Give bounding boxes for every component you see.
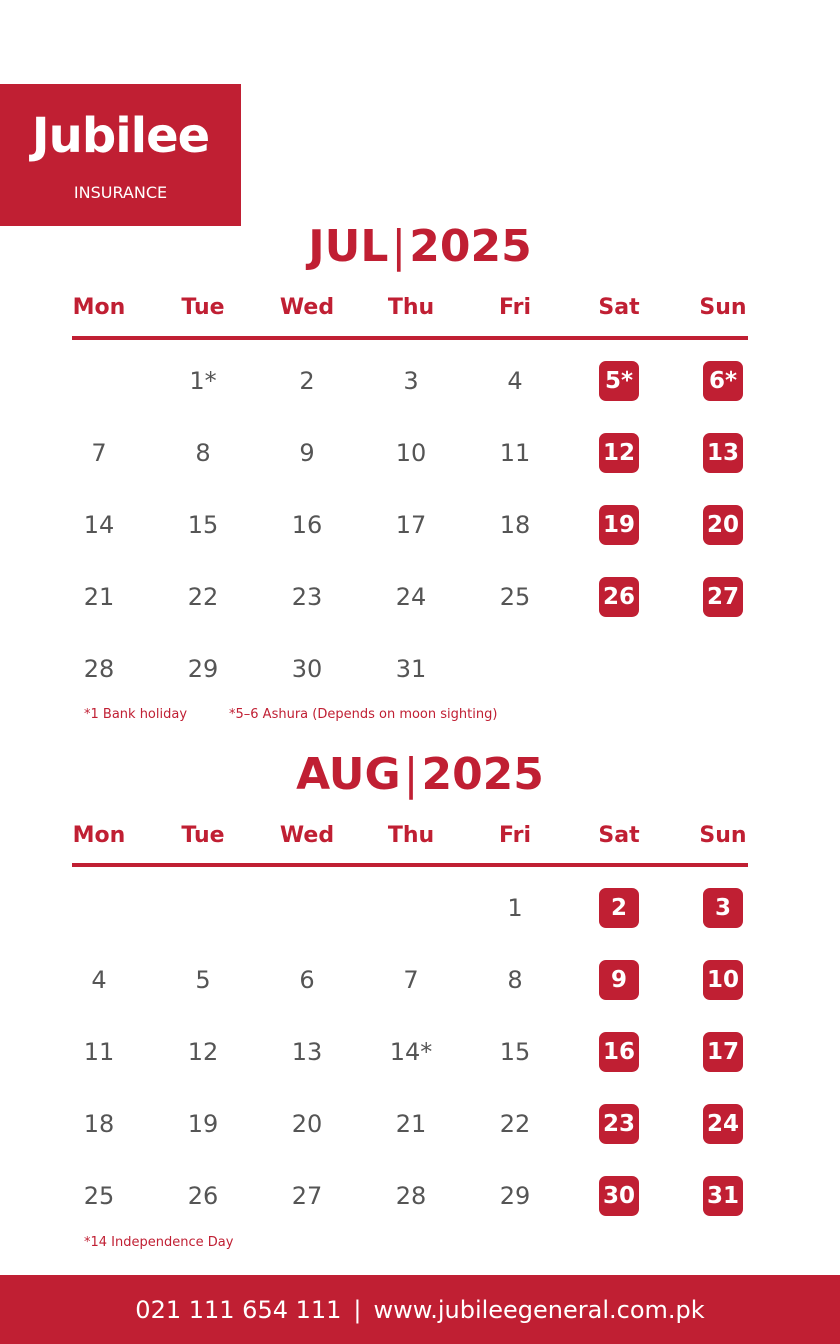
day-number: 3 bbox=[403, 367, 419, 395]
day-cell bbox=[255, 944, 359, 1016]
weekday-tue: Tue bbox=[181, 295, 225, 320]
footnote-independence-day: *14 Independence Day bbox=[84, 1235, 234, 1250]
day-cell bbox=[255, 1016, 359, 1088]
weekday-sat: Sat bbox=[598, 295, 640, 320]
day-number: 21 bbox=[83, 583, 115, 611]
day-cell bbox=[671, 1160, 775, 1232]
footer-separator: | bbox=[353, 1295, 362, 1324]
day-cell bbox=[463, 345, 567, 417]
header-divider bbox=[72, 336, 748, 340]
day-number: 8 bbox=[195, 439, 211, 467]
day-cell bbox=[255, 633, 359, 705]
day-cell bbox=[359, 561, 463, 633]
weekend-day: 16 bbox=[599, 1032, 639, 1072]
day-cell bbox=[359, 489, 463, 561]
day-number: 28 bbox=[83, 655, 115, 683]
day-number: 22 bbox=[499, 1110, 531, 1138]
day-cell bbox=[463, 1160, 567, 1232]
day-cell bbox=[463, 489, 567, 561]
day-cell bbox=[567, 345, 671, 417]
weekday-sun: Sun bbox=[699, 295, 747, 320]
day-cell bbox=[671, 561, 775, 633]
day-cell bbox=[359, 345, 463, 417]
weekday-sat: Sat bbox=[598, 823, 640, 848]
weekend-day: 27 bbox=[703, 577, 743, 617]
day-cell bbox=[671, 872, 775, 944]
weekday-fri: Fri bbox=[498, 295, 531, 320]
weekend-day: 10 bbox=[703, 960, 743, 1000]
day-cell bbox=[567, 1088, 671, 1160]
weekend-day: 19 bbox=[599, 505, 639, 545]
day-cell bbox=[463, 872, 567, 944]
day-number: 25 bbox=[499, 583, 531, 611]
day-grid-jul bbox=[47, 345, 776, 705]
footer-website[interactable]: www.jubileegeneral.com.pk bbox=[373, 1295, 705, 1324]
footnote-ashura: *5–6 Ashura (Depends on moon sighting) bbox=[229, 707, 498, 722]
day-number: 16 bbox=[291, 511, 323, 539]
day-cell bbox=[567, 872, 671, 944]
day-cell bbox=[567, 489, 671, 561]
day-cell bbox=[463, 633, 567, 705]
weekday-header-jul bbox=[47, 290, 776, 326]
day-cell bbox=[463, 1016, 567, 1088]
day-number: 11 bbox=[499, 439, 531, 467]
brand-subtitle: INSURANCE bbox=[73, 183, 168, 202]
day-grid-aug bbox=[47, 872, 776, 1232]
day-number: 22 bbox=[187, 583, 219, 611]
day-cell bbox=[567, 561, 671, 633]
weekday-mon: Mon bbox=[72, 823, 126, 848]
day-cell bbox=[47, 872, 151, 944]
day-number: 29 bbox=[187, 655, 219, 683]
weekend-day: 6* bbox=[703, 361, 743, 401]
day-cell bbox=[567, 633, 671, 705]
day-cell bbox=[463, 1088, 567, 1160]
month-year: 2025 bbox=[409, 221, 532, 272]
weekday-thu: Thu bbox=[387, 823, 435, 848]
day-number: 23 bbox=[291, 583, 323, 611]
day-cell bbox=[463, 417, 567, 489]
day-cell bbox=[255, 561, 359, 633]
day-cell bbox=[47, 1088, 151, 1160]
day-cell bbox=[671, 944, 775, 1016]
day-cell bbox=[151, 872, 255, 944]
day-number: 31 bbox=[395, 655, 427, 683]
weekend-day: 9 bbox=[599, 960, 639, 1000]
day-cell bbox=[567, 944, 671, 1016]
day-number: 8 bbox=[507, 966, 523, 994]
day-number: 1* bbox=[189, 367, 217, 395]
day-number: 4 bbox=[507, 367, 523, 395]
title-separator: | bbox=[403, 749, 419, 800]
day-number: 11 bbox=[83, 1038, 115, 1066]
title-separator: | bbox=[391, 221, 407, 272]
day-cell bbox=[151, 417, 255, 489]
day-number: 5 bbox=[195, 966, 211, 994]
day-cell bbox=[359, 1016, 463, 1088]
weekend-day: 13 bbox=[703, 433, 743, 473]
day-number: 21 bbox=[395, 1110, 427, 1138]
day-cell bbox=[359, 944, 463, 1016]
day-number: 10 bbox=[395, 439, 427, 467]
month-name: AUG bbox=[296, 749, 401, 800]
day-number: 17 bbox=[395, 511, 427, 539]
month-name: JUL bbox=[308, 221, 389, 272]
day-cell bbox=[671, 1016, 775, 1088]
weekday-header-aug bbox=[47, 818, 776, 854]
day-number: 7 bbox=[91, 439, 107, 467]
day-number: 7 bbox=[403, 966, 419, 994]
weekend-day: 3 bbox=[703, 888, 743, 928]
day-cell bbox=[671, 417, 775, 489]
day-cell bbox=[255, 489, 359, 561]
day-number: 4 bbox=[91, 966, 107, 994]
weekend-day: 20 bbox=[703, 505, 743, 545]
day-number: 14* bbox=[389, 1038, 433, 1066]
day-cell bbox=[151, 1088, 255, 1160]
footnote-bank-holiday: *1 Bank holiday bbox=[84, 707, 188, 722]
day-cell bbox=[151, 345, 255, 417]
day-number: 26 bbox=[187, 1182, 219, 1210]
day-cell bbox=[255, 1088, 359, 1160]
day-cell bbox=[671, 345, 775, 417]
header-divider bbox=[72, 863, 748, 867]
weekday-mon: Mon bbox=[72, 295, 126, 320]
day-number: 18 bbox=[83, 1110, 115, 1138]
day-number: 30 bbox=[291, 655, 323, 683]
day-cell bbox=[567, 1016, 671, 1088]
weekend-day: 23 bbox=[599, 1104, 639, 1144]
day-cell bbox=[255, 345, 359, 417]
weekend-day: 5* bbox=[599, 361, 639, 401]
day-cell bbox=[47, 561, 151, 633]
weekend-day: 12 bbox=[599, 433, 639, 473]
day-cell bbox=[255, 417, 359, 489]
day-number: 9 bbox=[299, 439, 315, 467]
day-number: 28 bbox=[395, 1182, 427, 1210]
day-cell bbox=[47, 417, 151, 489]
weekend-day: 24 bbox=[703, 1104, 743, 1144]
month-title-jul bbox=[0, 222, 840, 272]
day-cell bbox=[255, 1160, 359, 1232]
day-number: 12 bbox=[187, 1038, 219, 1066]
day-number: 27 bbox=[291, 1182, 323, 1210]
day-cell bbox=[47, 633, 151, 705]
day-cell bbox=[47, 345, 151, 417]
footer-phone: 021 111 654 111 bbox=[135, 1295, 342, 1324]
month-title-aug bbox=[0, 750, 840, 800]
day-number: 25 bbox=[83, 1182, 115, 1210]
day-cell bbox=[47, 944, 151, 1016]
weekday-tue: Tue bbox=[181, 823, 225, 848]
day-cell bbox=[463, 561, 567, 633]
weekend-day: 2 bbox=[599, 888, 639, 928]
weekday-wed: Wed bbox=[279, 295, 335, 320]
day-number: 24 bbox=[395, 583, 427, 611]
day-cell bbox=[567, 1160, 671, 1232]
day-number: 6 bbox=[299, 966, 315, 994]
day-number: 15 bbox=[499, 1038, 531, 1066]
day-number: 15 bbox=[187, 511, 219, 539]
weekend-day: 26 bbox=[599, 577, 639, 617]
day-cell bbox=[151, 1160, 255, 1232]
footer-bar bbox=[0, 1275, 840, 1344]
day-cell bbox=[151, 633, 255, 705]
day-cell bbox=[151, 561, 255, 633]
weekday-thu: Thu bbox=[387, 295, 435, 320]
day-number: 1 bbox=[507, 894, 523, 922]
day-cell bbox=[151, 1016, 255, 1088]
weekday-sun: Sun bbox=[699, 823, 747, 848]
weekday-wed: Wed bbox=[279, 823, 335, 848]
day-cell bbox=[567, 417, 671, 489]
day-cell bbox=[47, 489, 151, 561]
day-cell bbox=[359, 872, 463, 944]
day-cell bbox=[671, 633, 775, 705]
day-number: 14 bbox=[83, 511, 115, 539]
day-cell bbox=[671, 1088, 775, 1160]
day-cell bbox=[47, 1016, 151, 1088]
weekend-day: 30 bbox=[599, 1176, 639, 1216]
weekend-day: 17 bbox=[703, 1032, 743, 1072]
day-cell bbox=[255, 872, 359, 944]
day-number: 18 bbox=[499, 511, 531, 539]
day-number: 2 bbox=[299, 367, 315, 395]
day-cell bbox=[359, 1160, 463, 1232]
day-number: 20 bbox=[291, 1110, 323, 1138]
day-cell bbox=[359, 633, 463, 705]
month-year: 2025 bbox=[421, 749, 544, 800]
brand-name: Jubilee bbox=[31, 108, 210, 164]
day-cell bbox=[463, 944, 567, 1016]
weekday-fri: Fri bbox=[498, 823, 531, 848]
day-cell bbox=[671, 489, 775, 561]
brand-logo bbox=[0, 84, 241, 226]
day-number: 13 bbox=[291, 1038, 323, 1066]
day-number: 29 bbox=[499, 1182, 531, 1210]
day-number: 19 bbox=[187, 1110, 219, 1138]
day-cell bbox=[359, 1088, 463, 1160]
day-cell bbox=[47, 1160, 151, 1232]
day-cell bbox=[151, 489, 255, 561]
day-cell bbox=[151, 944, 255, 1016]
day-cell bbox=[359, 417, 463, 489]
weekend-day: 31 bbox=[703, 1176, 743, 1216]
